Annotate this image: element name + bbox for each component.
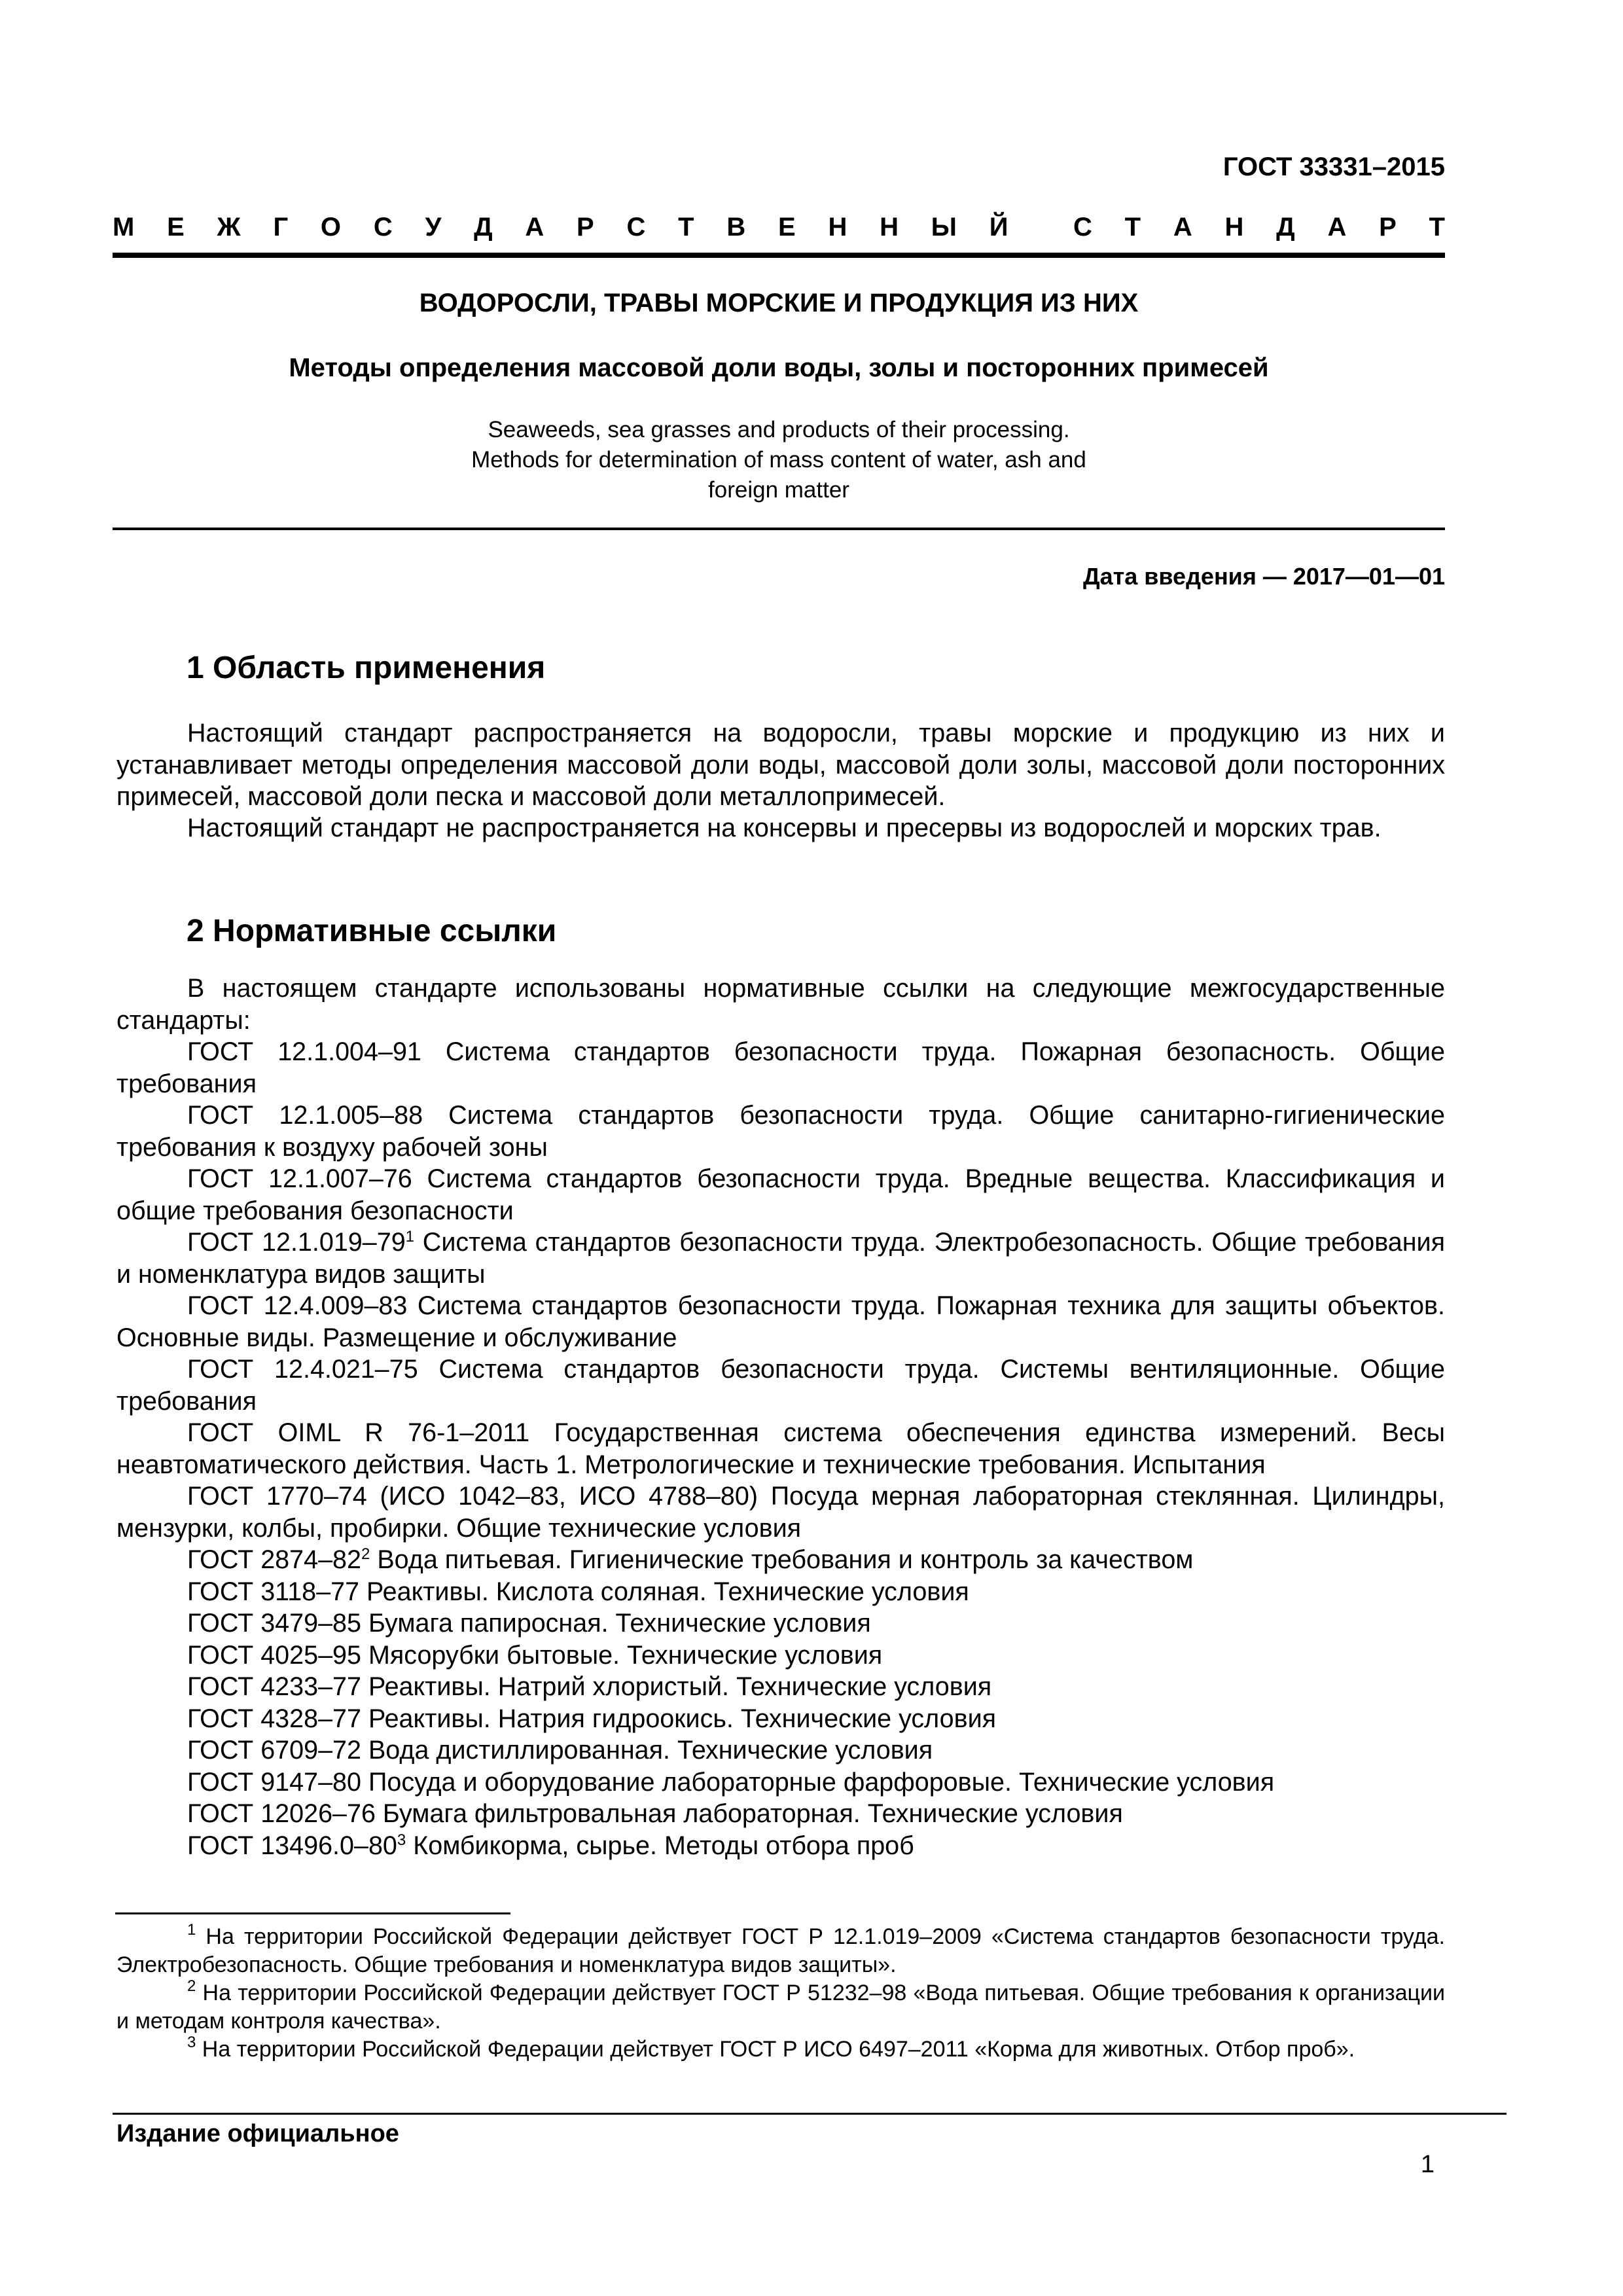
footnote-marker: 2 xyxy=(361,1545,370,1563)
footnote-separator xyxy=(115,1912,510,1914)
footnote-text: На территории Российской Федерации действует ГОСТ Р 51232–98 «Вода питьевая. Общие требования к организации и методам контроля качества». xyxy=(116,1981,1445,2034)
reference-item xyxy=(116,1227,1445,1290)
standard-type-letter: С xyxy=(373,213,393,242)
standard-type-letter: Н xyxy=(828,213,847,242)
standard-type-letter: А xyxy=(525,213,544,242)
reference-item: ГОСТ 1770–74 (ИСО 1042–83, ИСО 4788–80) Посуда мерная лабораторная стеклянная. Цилиндры, мензурки, колбы, пробирки. Общие технические условия xyxy=(116,1482,1445,1543)
standard-type-letter: Р xyxy=(577,213,594,242)
title-en-line: Methods for determination of mass content of water, ash and xyxy=(471,447,1086,473)
footnote-text: На территории Российской Федерации действует ГОСТ Р ИСО 6497–2011 «Корма для животных. Отбор проб». xyxy=(196,2037,1355,2062)
standard-type-letter: М xyxy=(113,213,135,242)
edition-label: Издание официальное xyxy=(116,2120,399,2147)
standard-type-letter: С xyxy=(626,213,646,242)
section-1-heading: 1 Область применения xyxy=(187,651,546,685)
standard-type-letter: Р xyxy=(1379,213,1397,242)
footnote xyxy=(116,1923,1445,1979)
normative-references xyxy=(116,973,1445,1861)
standard-type-letter: Ы xyxy=(931,213,957,242)
footnote-number: 2 xyxy=(187,1977,196,1995)
reference-code: ГОСТ 12.1.019–79 xyxy=(187,1228,406,1257)
reference-item: ГОСТ 9147–80 Посуда и оборудование лабораторные фарфоровые. Технические условия xyxy=(187,1767,1275,1797)
footnote-number: 1 xyxy=(187,1921,196,1939)
standard-type-letter: А xyxy=(1173,213,1192,242)
footer-rule xyxy=(113,2113,1507,2115)
reference-code: ГОСТ 13496.0–80 xyxy=(187,1831,397,1860)
standard-type-letter: А xyxy=(1327,213,1347,242)
section-1-paragraph: Настоящий стандарт распространяется на водоросли, травы морские и продукцию из них и устанавливает методы определения массовой доли воды, массовой доли золы, массовой доли посторонних примесей, массовой доли песка и массовой доли металлопримесей. xyxy=(116,719,1445,811)
title-ru: ВОДОРОСЛИ, ТРАВЫ МОРСКИЕ И ПРОДУКЦИЯ ИЗ НИХ xyxy=(419,289,1139,317)
standard-type-letter: Г xyxy=(273,213,289,242)
standard-type-letter: Т xyxy=(1124,213,1141,242)
reference-code: ГОСТ 2874–82 xyxy=(187,1545,361,1574)
standard-type-letter: Е xyxy=(778,213,796,242)
reference-title: Система стандартов безопасности труда. Электробезопасность. Общие требования и номенклатура видов защиты xyxy=(116,1228,1445,1289)
reference-title: Комбикорма, сырье. Методы отбора проб xyxy=(406,1831,914,1860)
standard-type-letter: Т xyxy=(1429,213,1445,242)
standard-type-letter: С xyxy=(1073,213,1092,242)
header-rule xyxy=(113,253,1445,258)
standard-type-letter: Д xyxy=(474,213,493,242)
reference-title: Вода питьевая. Гигиенические требования и контроль за качеством xyxy=(370,1545,1194,1574)
standard-type-letter: В xyxy=(726,213,746,242)
standard-type-letter: Т xyxy=(678,213,694,242)
standard-type-letter: О xyxy=(320,213,342,242)
title-en-line: foreign matter xyxy=(708,477,849,503)
reference-item: ГОСТ 12.1.007–76 Система стандартов безопасности труда. Вредные вещества. Классификация и общие требования безопасности xyxy=(116,1164,1445,1225)
reference-item: ГОСТ 6709–72 Вода дистиллированная. Технические условия xyxy=(187,1736,933,1765)
reference-item xyxy=(116,1830,1445,1862)
footnote xyxy=(116,2036,1445,2064)
standard-type-letter: Е xyxy=(167,213,185,242)
reference-item: ГОСТ 12.4.021–75 Система стандартов безопасности труда. Системы вентиляционные. Общие требования xyxy=(116,1355,1445,1416)
footnote xyxy=(116,1979,1445,2036)
footnote-marker: 3 xyxy=(397,1831,406,1849)
reference-item: ГОСТ 3479–85 Бумага папиросная. Технические условия xyxy=(187,1609,871,1638)
reference-item: ГОСТ 4328–77 Реактивы. Натрия гидроокись. Технические условия xyxy=(187,1704,997,1733)
reference-item: ГОСТ 12.1.004–91 Система стандартов безопасности труда. Пожарная безопасность. Общие требования xyxy=(116,1037,1445,1098)
reference-item xyxy=(116,1544,1445,1576)
section-2-heading: 2 Нормативные ссылки xyxy=(187,914,557,948)
footnote-marker: 1 xyxy=(405,1228,415,1246)
reference-item: ГОСТ 4025–95 Мясорубки бытовые. Технические условия xyxy=(187,1640,883,1670)
page-number: 1 xyxy=(1420,2151,1435,2178)
title-en xyxy=(113,415,1445,505)
standard-type-letter: Й xyxy=(989,213,1008,242)
subtitle-ru: Методы определения массовой доли воды, золы и посторонних примесей xyxy=(289,353,1269,382)
reference-item: ГОСТ 12.4.009–83 Система стандартов безопасности труда. Пожарная техника для защиты объектов. Основные виды. Размещение и обслуживание xyxy=(116,1291,1445,1352)
reference-item: ГОСТ 12026–76 Бумага фильтровальная лабораторная. Технические условия xyxy=(187,1799,1123,1828)
date-of-introduction: Дата введения — 2017—01—01 xyxy=(1082,563,1445,590)
reference-item: ГОСТ OIML R 76-1–2011 Государственная система обеспечения единства измерений. Весы неавтоматического действия. Часть 1. Метрологические и технические требования. Испытания xyxy=(116,1418,1445,1479)
footnotes xyxy=(116,1923,1445,2064)
references-intro: В настоящем стандарте использованы нормативные ссылки на следующие межгосударственные стандарты: xyxy=(116,974,1445,1035)
document-number: ГОСТ 33331–2015 xyxy=(1222,152,1445,181)
standard-type-letter: Ж xyxy=(217,213,241,242)
standard-type-letter: Н xyxy=(1224,213,1244,242)
standard-type-letter: Д xyxy=(1276,213,1295,242)
title-rule xyxy=(113,528,1445,530)
reference-item: ГОСТ 12.1.005–88 Система стандартов безопасности труда. Общие санитарно-гигиенические требования к воздуху рабочей зоны xyxy=(116,1101,1445,1162)
standard-type-heading xyxy=(113,213,1445,242)
standard-type-letter: У xyxy=(425,213,442,242)
section-1-paragraph: Настоящий стандарт не распространяется на консервы и пресервы из водорослей и морских трав. xyxy=(187,814,1382,842)
standard-type-letter: Н xyxy=(880,213,899,242)
reference-item: ГОСТ 4233–77 Реактивы. Натрий хлористый. Технические условия xyxy=(187,1672,992,1701)
footnote-text: На территории Российской Федерации действует ГОСТ Р 12.1.019–2009 «Система стандартов безопасности труда. Электробезопасность. Общие требования и номенклатура видов защиты». xyxy=(116,1924,1445,1977)
footnote-number: 3 xyxy=(187,2034,196,2051)
title-en-line: Seaweeds, sea grasses and products of their processing. xyxy=(488,417,1070,442)
reference-item: ГОСТ 3118–77 Реактивы. Кислота соляная. Технические условия xyxy=(187,1577,969,1606)
